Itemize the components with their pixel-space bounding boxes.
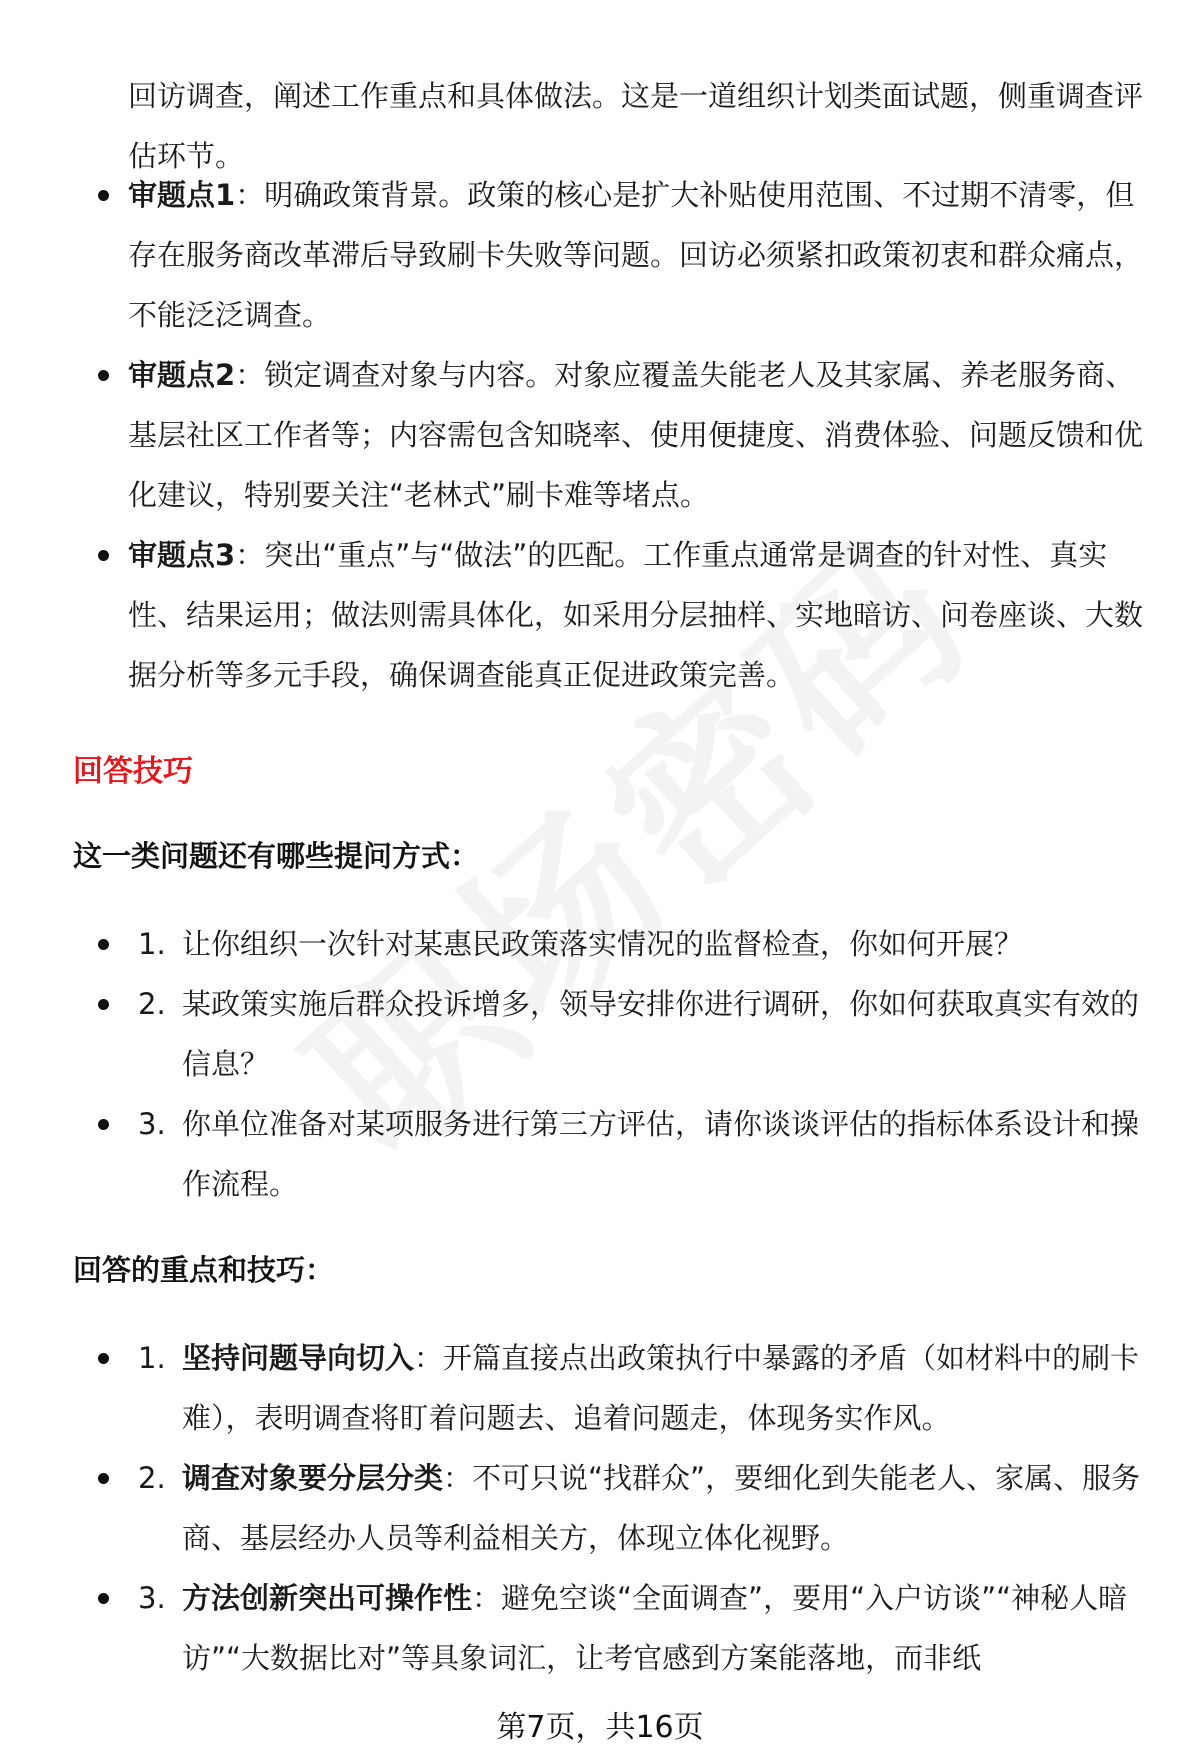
- tips-heading: 回答技巧: [73, 754, 193, 789]
- bullet-icon: [98, 190, 109, 201]
- list-item: 3. 方法创新突出可操作性：避免空谈“全面调查”，要用“入户访谈”“神秘人暗访”“大数据比对”等具象词汇，让考官感到方案能落地，而非纸: [0, 1568, 1200, 1688]
- question-type-text: 某政策实施后群众投诉增多，领导安排你进行调研，你如何获取真实有效的信息？: [182, 987, 1140, 1081]
- list-item: 1. 让你组织一次针对某惠民政策落实情况的监督检查，你如何开展？: [0, 914, 1200, 974]
- review-point-label: 审题点1: [128, 178, 236, 212]
- bullet-icon: [98, 1119, 109, 1130]
- key-point-label: 坚持问题导向切入: [182, 1341, 415, 1375]
- key-point-label: 方法创新突出可操作性: [182, 1581, 473, 1615]
- review-point-text: 突出“重点”与“做法”的匹配。工作重点通常是调查的针对性、真实性、结果运用；做法则需具体化，如采用分层抽样、实地暗访、问卷座谈、大数据分析等多元手段，确保调查能真正促进政策完善。: [128, 538, 1144, 692]
- question-type-text: 让你组织一次针对某惠民政策落实情况的监督检查，你如何开展？: [182, 927, 1024, 961]
- key-point-text: 开篇直接点出政策执行中暴露的矛盾（如材料中的刷卡难），表明调查将盯着问题去、追着问题走，体现务实作风。: [182, 1341, 1140, 1435]
- bullet-icon: [98, 999, 109, 1010]
- review-points-list: [0, 165, 1200, 705]
- list-item: 3. 你单位准备对某项服务进行第三方评估，请你谈谈评估的指标体系设计和操作流程。: [0, 1094, 1200, 1214]
- list-item: 2. 调查对象要分层分类：不可只说“找群众”，要细化到失能老人、家属、服务商、基层经办人员等利益相关方，体现立体化视野。: [0, 1448, 1200, 1568]
- bullet-icon: [98, 550, 109, 561]
- list-item: 2. 某政策实施后群众投诉增多，领导安排你进行调研，你如何获取真实有效的信息？: [0, 974, 1200, 1094]
- key-points-list: [0, 1328, 1200, 1688]
- bullet-icon: [98, 1473, 109, 1484]
- key-points-heading: 回答的重点和技巧：: [73, 1253, 335, 1287]
- review-point-text: 锁定调查对象与内容。对象应覆盖失能老人及其家属、养老服务商、基层社区工作者等；内容需包含知晓率、使用便捷度、消费体验、问题反馈和优化建议，特别要关注“老林式”刷卡难等堵点。: [128, 358, 1144, 512]
- question-types-heading: 这一类问题还有哪些提问方式：: [73, 839, 480, 873]
- review-point-label: 审题点2: [128, 358, 236, 392]
- bullet-icon: [98, 1593, 109, 1604]
- bullet-icon: [98, 370, 109, 381]
- continuation-text: 回访调查，阐述工作重点和具体做法。这是一道组织计划类面试题，侧重调查评估环节。: [128, 79, 1144, 173]
- list-item: 审题点2：锁定调查对象与内容。对象应覆盖失能老人及其家属、养老服务商、基层社区工作者等；内容需包含知晓率、使用便捷度、消费体验、问题反馈和优化建议，特别要关注“老林式”刷卡难等堵点。: [0, 345, 1200, 525]
- key-point-text: 避免空谈“全面调查”，要用“入户访谈”“神秘人暗访”“大数据比对”等具象词汇，让考官感到方案能落地，而非纸: [182, 1581, 1128, 1675]
- review-point-text: 明确政策背景。政策的核心是扩大补贴使用范围、不过期不清零，但存在服务商改革滞后导致刷卡失败等问题。回访必须紧扣政策初衷和群众痛点，不能泛泛调查。: [128, 178, 1144, 332]
- list-item: 1. 坚持问题导向切入：开篇直接点出政策执行中暴露的矛盾（如材料中的刷卡难），表明调查将盯着问题去、追着问题走，体现务实作风。: [0, 1328, 1200, 1448]
- list-item: 审题点1：明确政策背景。政策的核心是扩大补贴使用范围、不过期不清零，但存在服务商改革滞后导致刷卡失败等问题。回访必须紧扣政策初衷和群众痛点，不能泛泛调查。: [0, 165, 1200, 345]
- bullet-icon: [98, 1353, 109, 1364]
- review-point-label: 审题点3: [128, 538, 236, 572]
- list-item: 审题点3：突出“重点”与“做法”的匹配。工作重点通常是调查的针对性、真实性、结果运用；做法则需具体化，如采用分层抽样、实地暗访、问卷座谈、大数据分析等多元手段，确保调查能真正促进政策完善。: [0, 525, 1200, 705]
- question-types-list: [0, 914, 1200, 1214]
- key-point-label: 调查对象要分层分类: [182, 1461, 444, 1495]
- page-footer: 第7页，共16页: [496, 1710, 704, 1745]
- bullet-icon: [98, 939, 109, 950]
- question-type-text: 你单位准备对某项服务进行第三方评估，请你谈谈评估的指标体系设计和操作流程。: [182, 1107, 1140, 1201]
- key-point-text: 不可只说“找群众”，要细化到失能老人、家属、服务商、基层经办人员等利益相关方，体现立体化视野。: [182, 1461, 1141, 1555]
